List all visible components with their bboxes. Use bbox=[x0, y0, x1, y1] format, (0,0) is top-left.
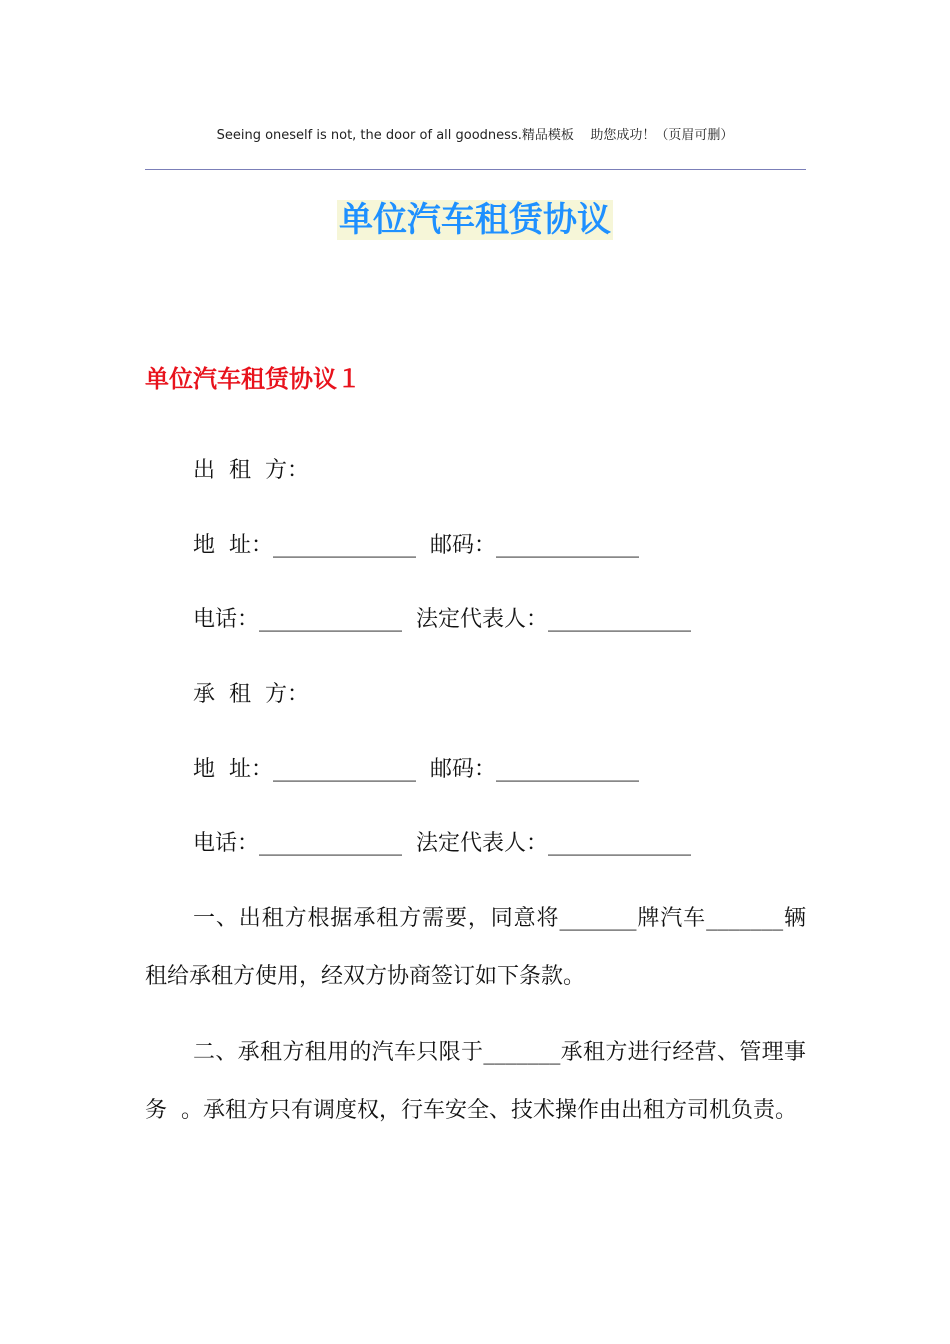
clause-2-paragraph: 二、承租方租用的汽车只限于_______承租方进行经营、管理事务 。承租方只有调度权，行车安全、技术操作由出租方司机负责。 bbox=[145, 1040, 806, 1123]
lessor-label: 出 租 方： bbox=[193, 458, 309, 483]
section-heading: 单位汽车租赁协议１ bbox=[145, 364, 361, 393]
document-title-text: 单位汽车租赁协议 bbox=[339, 200, 611, 240]
lessee-phone-line: 电话：_____________ 法定代表人：_____________ bbox=[193, 831, 691, 856]
lessor-phone-line: 电话：_____________ 法定代表人：_____________ bbox=[193, 607, 691, 632]
header-divider bbox=[145, 169, 806, 170]
page-header-text: Seeing oneself is not, the door of all goodness.精品模板 助您成功！（页眉可删） bbox=[216, 128, 734, 143]
document-title bbox=[0, 198, 950, 242]
lessee-address-line: 地 址：_____________ 邮码：_____________ bbox=[193, 757, 639, 782]
lessee-label: 承 租 方： bbox=[193, 682, 309, 707]
lessor-address-line: 地 址：_____________ 邮码：_____________ bbox=[193, 533, 639, 558]
clause-1-paragraph: 一、出租方根据承租方需要，同意将_______牌汽车_______辆租给承租方使用，经双方协商签订如下条款。 bbox=[145, 906, 806, 989]
